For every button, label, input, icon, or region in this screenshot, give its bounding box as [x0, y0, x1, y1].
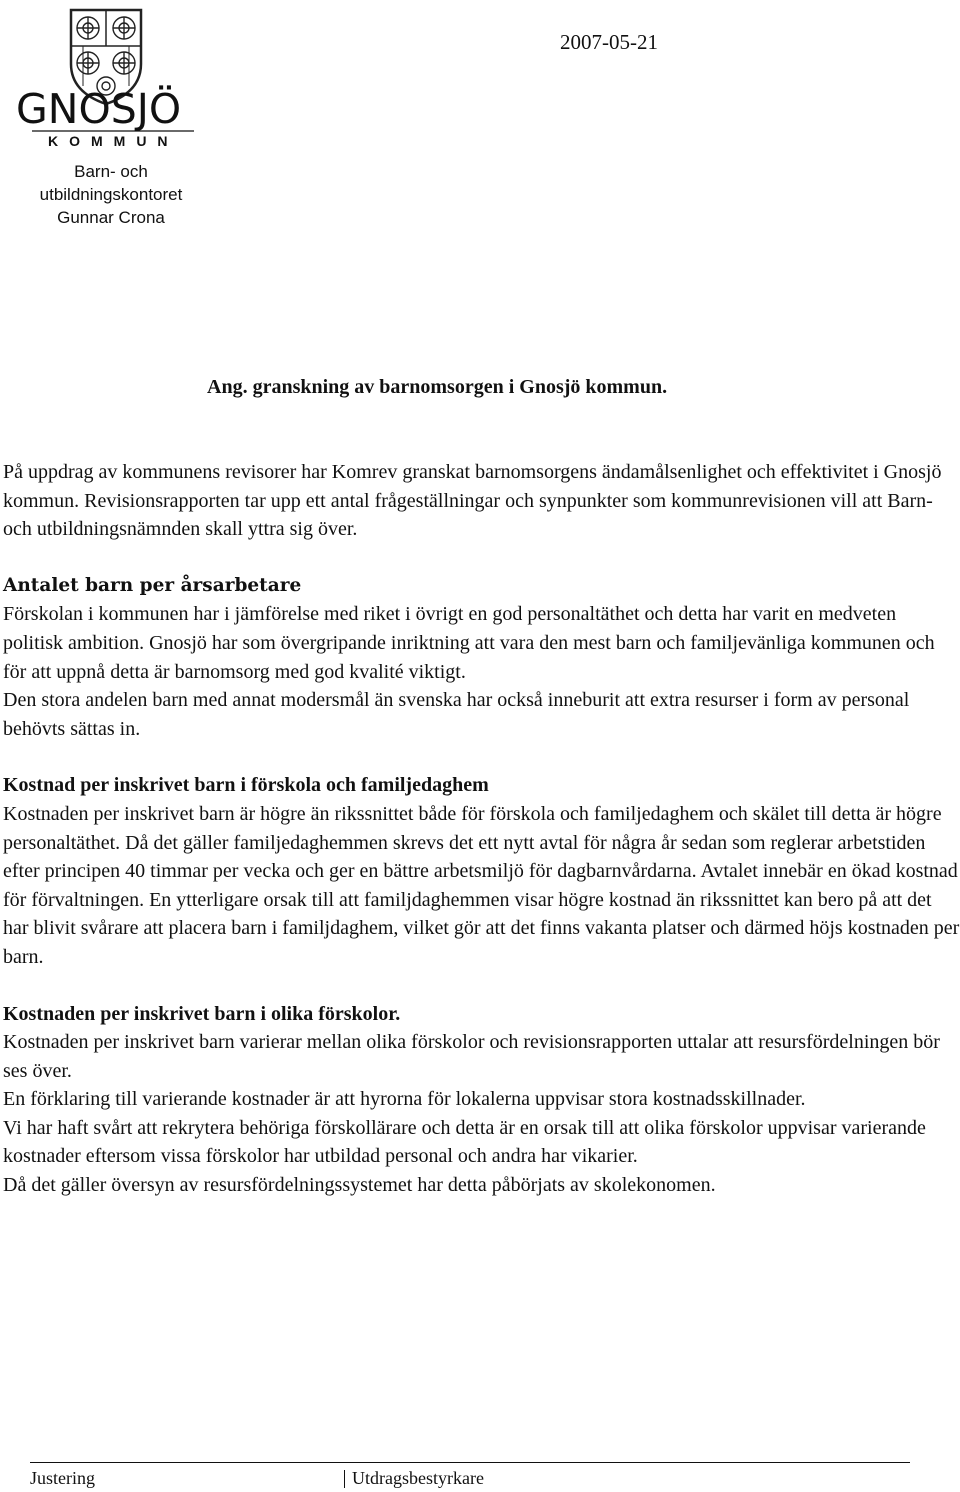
department-block: [0, 160, 222, 229]
document-title: Ang. granskning av barnomsorgen i Gnosjö kommun.: [207, 376, 668, 398]
signature-line: [30, 1462, 910, 1463]
department-line: utbildningskontoret: [39, 185, 183, 204]
section-paragraph: Då det gäller översyn av resursfördelningssystemet har detta påbörjats av skolekonomen.: [3, 1174, 716, 1197]
section-paragraph: Kostnaden per inskrivet barn varierar mellan olika förskolor och revisionsrapporten uttalar att resursfördelningen bör ses över.: [3, 1031, 940, 1082]
footer-utdragsbestyrkare: [342, 1468, 484, 1489]
section-heading: Kostnaden per inskrivet barn i olika förskolor.: [3, 1002, 401, 1025]
department-line: Barn- och: [74, 162, 148, 181]
gnosjo-coat-of-arms-icon: [8, 6, 208, 156]
section-heading: Antalet barn per årsarbetare: [3, 574, 302, 596]
logo-wordmark: GNOSJÖ: [16, 85, 182, 133]
municipality-logo: [8, 6, 208, 156]
footer-justering: Justering: [30, 1468, 95, 1488]
section-paragraph: Vi har haft svårt att rekrytera behöriga förskollärare och detta är en orsak till att olika förskolor uppvisar varierande kostnader eftersom vissa förskolor har utbildad personal och andra har vikarier.: [3, 1116, 926, 1168]
footer-utdragsbestyrkare-label: Utdragsbestyrkare: [352, 1468, 484, 1488]
logo-subtitle: KOMMUN: [48, 133, 179, 149]
section-paragraph: Kostnaden per inskrivet barn är högre än rikssnittet både för förskola och familjedaghem och skälet till detta är högre personaltäthet. Då det gäller familjedaghemmen skrevs det ett nytt avtal för några år sedan som reglerar arbetstiden efter principen 40 timmar per vecka och ger en bättre arbetsmiljö för dagbarnvårdarna. Avtalet innebär en ökad kostnad för förvaltningen. En ytterligare orsak till att familjdaghemmen visar högre kostnad än rikssnittet kan bero på att det har blivit svårare att placera barn i familjdaghem, vilket gör att det finns vakanta platser och därmed höjs kostnaden per barn.: [3, 802, 960, 968]
author-name: Gunnar Crona: [57, 208, 165, 227]
document-date: 2007-05-21: [560, 30, 658, 54]
section-paragraph: En förklaring till varierande kostnader är att hyrorna för lokalerna uppvisar stora kostnadsskillnader.: [3, 1088, 806, 1111]
section-paragraph: Förskolan i kommunen har i jämförelse med riket i övrigt en god personaltäthet och detta har varit en medveten politisk ambition. Gnosjö har som övergripande inriktning att vara den mest barn och familjevänliga kommunen och för att uppnå detta är barnomsorg med god kvalité viktigt.: [3, 603, 935, 683]
intro-paragraph: På uppdrag av kommunens revisorer har Komrev granskat barnomsorgens ändamålsenlighet och effektivitet i Gnosjö kommun. Revisionsrapporten tar upp ett antal frågeställningar och synpunkter som kommunrevisionen vill att Barn- och utbildningsnämnden skall yttra sig över.: [3, 461, 942, 541]
document-body: [3, 458, 960, 1200]
section-heading: Kostnad per inskrivet barn i förskola och familjedaghem: [3, 774, 489, 797]
section-paragraph: Den stora andelen barn med annat modersmål än svenska har också inneburit att extra resurser i form av personal behövts sättas in.: [3, 689, 910, 740]
